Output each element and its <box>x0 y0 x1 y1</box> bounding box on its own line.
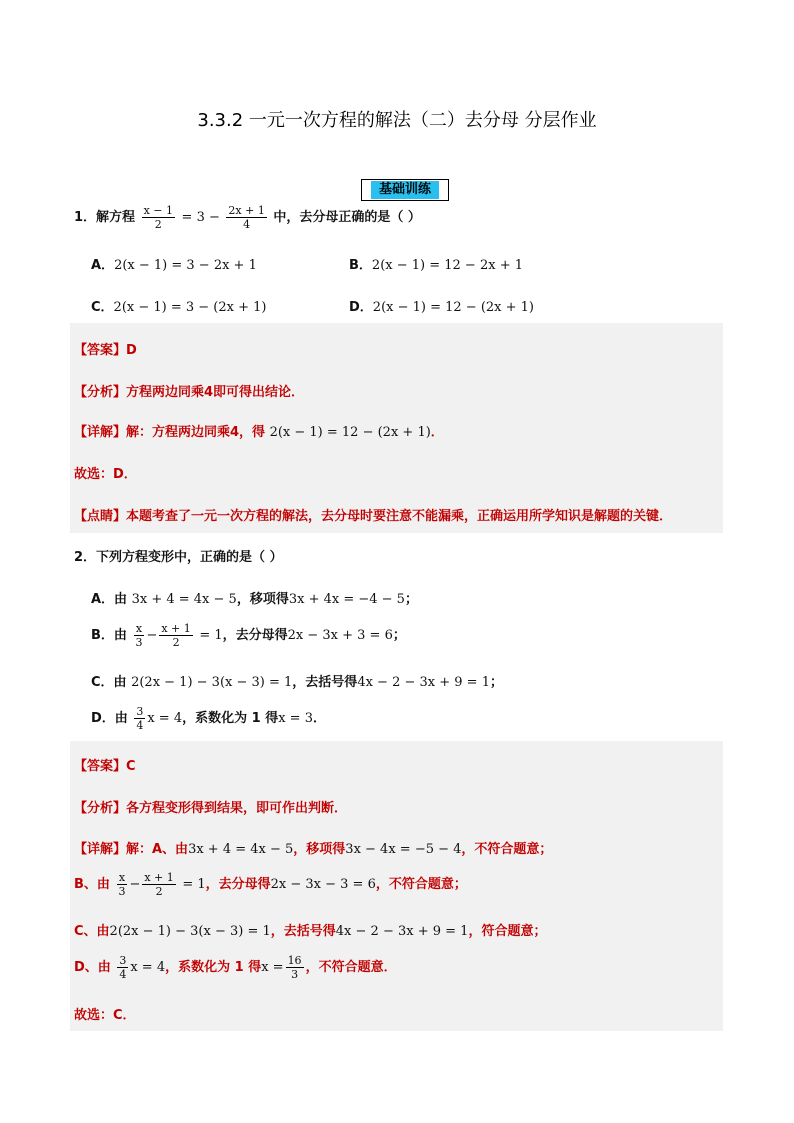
option-expr: x = 4 <box>147 711 183 726</box>
detail-end: ，不符合题意． <box>305 960 397 975</box>
option-label: A． <box>91 258 115 273</box>
q1-frac-left <box>142 204 175 231</box>
frac-num: x <box>135 622 143 635</box>
frac-den: 3 <box>291 968 299 981</box>
q1-stem <box>74 204 421 231</box>
frac-num: 3 <box>119 954 127 967</box>
option-expr: 2(x − 1) = 3 − (2x + 1) <box>113 300 267 315</box>
detail-expr: 4x − 2 − 3x + 9 = 1 <box>335 924 469 939</box>
frac <box>286 954 304 981</box>
q2-detail-c <box>74 920 546 939</box>
option-label: C． <box>91 300 114 315</box>
option-mid: ，去括号得 <box>292 675 358 690</box>
frac-num: x <box>118 871 126 884</box>
detail-mid: ，移项得 <box>293 842 346 857</box>
option-end: ． <box>312 711 326 726</box>
q1-eq-mid: = 3 − <box>181 210 220 225</box>
option-label: B．由 <box>91 628 127 643</box>
option-expr: 3x + 4 = 4x − 5 <box>131 592 237 607</box>
minus: − <box>129 877 141 892</box>
q2-option-c <box>91 671 503 690</box>
q1-frac-left-num: x − 1 <box>143 204 174 217</box>
option-expr: 2(x − 1) = 3 − 2x + 1 <box>114 258 257 273</box>
detail-expr: x = <box>261 960 284 975</box>
detail-expr: 3x + 4 = 4x − 5 <box>188 842 294 857</box>
detail-mid: ，去括号得 <box>270 924 336 939</box>
detail-expr: x = 4 <box>130 960 166 975</box>
q1-answer: 【答案】D <box>74 343 137 358</box>
option-expr: 2x − 3x + 3 = 6 <box>287 628 393 643</box>
detail-end: ，不符合题意； <box>461 842 553 857</box>
option-mid: ，系数化为 1 得 <box>182 711 279 726</box>
q1-option-b <box>349 254 523 273</box>
q2-answer: 【答案】C <box>74 759 136 774</box>
q1-choose: 故选：D． <box>74 467 137 482</box>
frac-num: x + 1 <box>161 622 191 635</box>
detail-expr: 3x − 4x = −5 − 4 <box>345 842 462 857</box>
q2-stem <box>74 546 283 565</box>
detail-mid: ，去分母得 <box>205 877 271 892</box>
q1-stem-suffix: 中，去分母正确的是（ ） <box>273 210 421 225</box>
q1-stem-prefix: 解方程 <box>96 210 136 225</box>
option-label: B． <box>349 258 372 273</box>
option-end: ； <box>392 628 406 643</box>
minus: − <box>146 628 158 643</box>
option-mid: ，去分母得 <box>222 628 288 643</box>
option-label: D． <box>349 300 373 315</box>
q1-frac-right-num: 2x + 1 <box>228 204 265 217</box>
q2-stem-text: 下列方程变形中，正确的是（ ） <box>96 550 283 565</box>
frac <box>142 871 175 898</box>
frac-den: 2 <box>172 636 180 649</box>
option-expr: = 1 <box>199 628 223 643</box>
frac <box>159 622 192 649</box>
frac-num: 3 <box>136 705 144 718</box>
q1-option-c <box>91 296 266 315</box>
q2-option-d <box>91 705 326 732</box>
detail-end: ，不符合题意； <box>375 877 467 892</box>
detail-end: ，符合题意； <box>468 924 547 939</box>
q1-detail <box>74 421 444 440</box>
detail-prefix: C、由 <box>74 924 110 939</box>
q2-option-b <box>91 622 406 649</box>
q1-detail-expr: 2(x − 1) = 12 − (2x + 1) <box>269 425 431 440</box>
q1-detail-prefix: 【详解】解：方程两边同乘4，得 <box>74 425 266 440</box>
q2-number: 2． <box>74 550 97 565</box>
option-mid: ，移项得 <box>236 592 289 607</box>
q2-choose: 故选：C． <box>74 1008 136 1023</box>
option-label: C．由 <box>91 675 127 690</box>
frac-num: x + 1 <box>144 871 174 884</box>
frac-den: 2 <box>155 885 163 898</box>
detail-expr: = 1 <box>182 877 206 892</box>
detail-prefix: 【详解】解：A、由 <box>74 842 189 857</box>
option-expr: x = 3 <box>278 711 313 726</box>
q1-frac-right <box>226 204 266 231</box>
section-label: 基础训练 <box>371 181 439 199</box>
q1-detail-suffix: ． <box>430 425 444 440</box>
detail-prefix: B、由 <box>74 877 110 892</box>
section-tag <box>361 179 449 201</box>
q2-detail-b <box>74 871 467 898</box>
frac <box>117 954 128 981</box>
frac-den: 4 <box>136 719 144 732</box>
detail-expr: 2x − 3x − 3 = 6 <box>270 877 376 892</box>
q2-option-a <box>91 588 418 607</box>
frac-num: 16 <box>287 954 302 967</box>
option-expr: 3x + 4x = −4 − 5 <box>288 592 405 607</box>
option-label: A．由 <box>91 592 128 607</box>
q1-analysis: 【分析】方程两边同乘4即可得出结论． <box>74 385 305 400</box>
q2-detail-a <box>74 838 552 857</box>
frac <box>116 871 127 898</box>
option-expr: 2(2x − 1) − 3(x − 3) = 1 <box>131 675 293 690</box>
option-expr: 2(x − 1) = 12 − (2x + 1) <box>372 300 535 315</box>
q1-option-a <box>91 254 257 273</box>
option-expr: 2(x − 1) = 12 − 2x + 1 <box>371 258 523 273</box>
detail-mid: ，系数化为 1 得 <box>165 960 262 975</box>
q2-analysis: 【分析】各方程变形得到结果，即可作出判断． <box>74 801 348 816</box>
q2-detail-d <box>74 954 397 981</box>
frac <box>133 622 144 649</box>
option-end: ； <box>404 592 418 607</box>
detail-expr: 2(2x − 1) − 3(x − 3) = 1 <box>109 924 271 939</box>
option-expr: 4x − 2 − 3x + 9 = 1 <box>357 675 490 690</box>
q1-number: 1． <box>74 210 97 225</box>
frac-den: 3 <box>118 885 126 898</box>
detail-prefix: D、由 <box>74 960 111 975</box>
option-label: D．由 <box>91 711 128 726</box>
frac <box>134 705 145 732</box>
q1-comment: 【点睛】本题考查了一元一次方程的解法，去分母时要注意不能漏乘，正确运用所学知识是解题的关键． <box>74 509 673 524</box>
q1-frac-left-den: 2 <box>154 218 162 231</box>
q1-option-d <box>349 296 534 315</box>
option-end: ； <box>489 675 503 690</box>
frac-den: 3 <box>135 636 143 649</box>
q1-frac-right-den: 4 <box>243 218 251 231</box>
page-title: 3.3.2 一元一次方程的解法（二）去分母 分层作业 <box>197 110 597 131</box>
frac-den: 4 <box>119 968 127 981</box>
